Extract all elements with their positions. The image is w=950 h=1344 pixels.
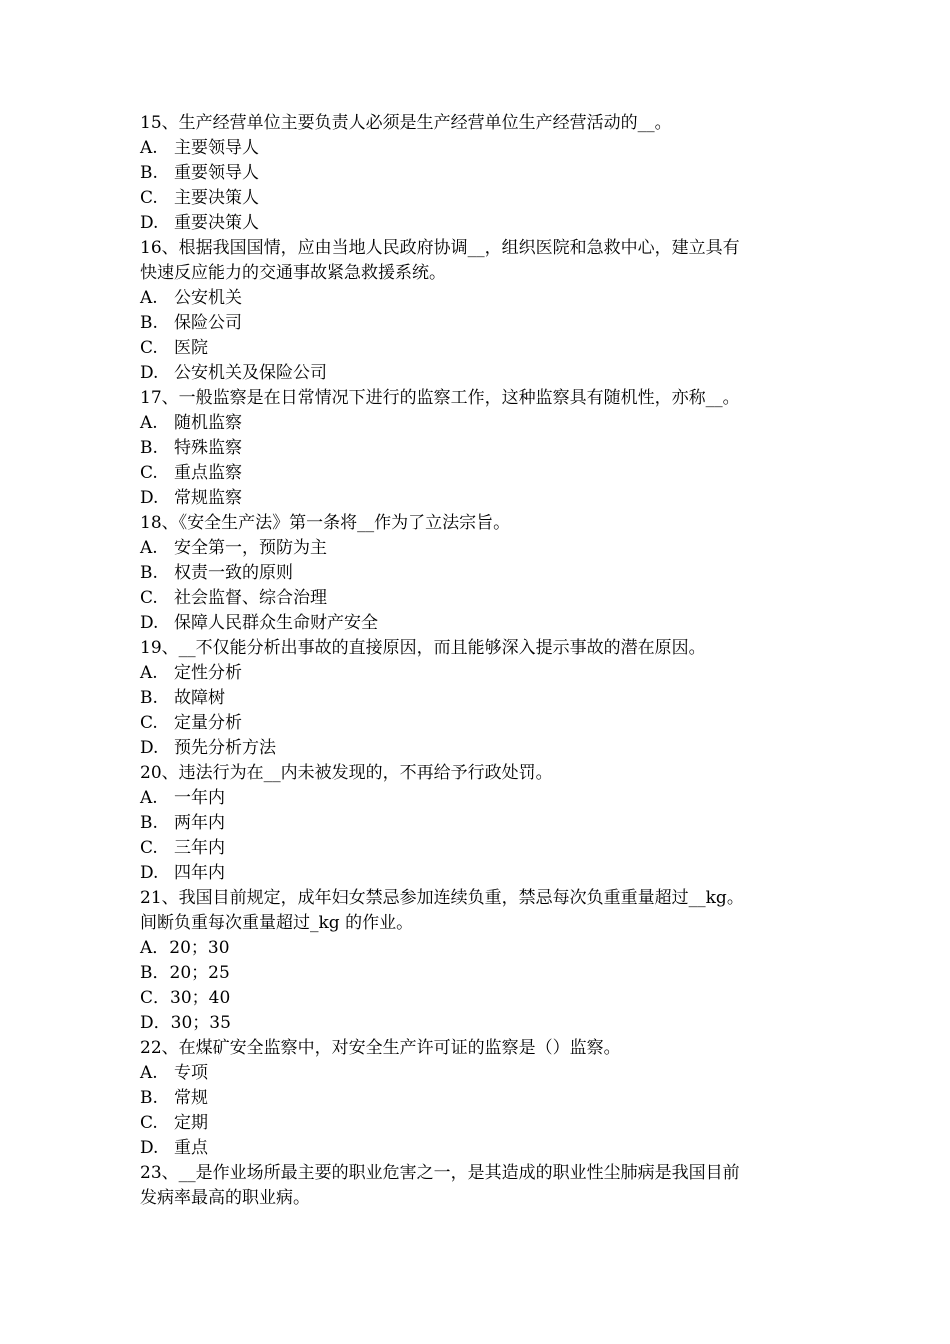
question-block — [140, 1161, 820, 1211]
option-text: 30；40 — [170, 988, 231, 1008]
answer-option — [140, 486, 820, 511]
question-block — [140, 236, 820, 386]
option-text: 定期 — [174, 1113, 208, 1133]
option-text: 重要领导人 — [174, 163, 259, 183]
option-text: 定性分析 — [174, 663, 242, 683]
option-text: 主要领导人 — [174, 138, 259, 158]
answer-option — [140, 361, 820, 386]
answer-option — [140, 811, 820, 836]
option-text: 保障人民群众生命财产安全 — [174, 613, 378, 633]
option-letter: A. — [140, 413, 158, 433]
question-text: 21、我国目前规定，成年妇女禁忌参加连续负重，禁忌每次负重重量超过__kg。 — [140, 888, 744, 908]
option-letter: C. — [140, 1113, 158, 1133]
answer-option — [140, 936, 820, 961]
option-text: 两年内 — [174, 813, 225, 833]
question-text: 发病率最高的职业病。 — [140, 1188, 310, 1208]
option-letter: B. — [140, 163, 158, 183]
option-text: 主要决策人 — [174, 188, 259, 208]
option-letter: B. — [140, 813, 158, 833]
option-text: 重点 — [174, 1138, 208, 1158]
option-letter: C. — [140, 463, 158, 483]
question-block — [140, 386, 820, 511]
option-letter: D. — [140, 738, 159, 758]
question-text: 18、《安全生产法》第一条将__作为了立法宗旨。 — [140, 513, 511, 533]
option-letter: C. — [140, 838, 158, 858]
option-letter: C. — [140, 338, 158, 358]
answer-option — [140, 136, 820, 161]
answer-option — [140, 836, 820, 861]
option-letter: D. — [140, 613, 159, 633]
answer-option — [140, 1061, 820, 1086]
answer-option — [140, 311, 820, 336]
answer-option — [140, 711, 820, 736]
question-block — [140, 511, 820, 636]
answer-option — [140, 861, 820, 886]
option-text: 随机监察 — [174, 413, 242, 433]
answer-option — [140, 536, 820, 561]
option-letter: B． — [140, 963, 170, 983]
question-text: 22、在煤矿安全监察中，对安全生产许可证的监察是（）监察。 — [140, 1038, 621, 1058]
question-text: 快速反应能力的交通事故紧急救援系统。 — [140, 263, 446, 283]
question-text: 19、__不仅能分析出事故的直接原因，而且能够深入提示事故的潜在原因。 — [140, 638, 706, 658]
question-text: 15、生产经营单位主要负责人必须是生产经营单位生产经营活动的__。 — [140, 113, 672, 133]
option-text: 公安机关及保险公司 — [174, 363, 327, 383]
answer-option — [140, 686, 820, 711]
answer-option — [140, 586, 820, 611]
option-text: 20；25 — [169, 963, 230, 983]
question-text: 20、违法行为在__内未被发现的，不再给予行政处罚。 — [140, 763, 553, 783]
option-letter: A. — [140, 663, 158, 683]
option-text: 特殊监察 — [174, 438, 242, 458]
option-text: 权责一致的原则 — [174, 563, 293, 583]
option-text: 预先分析方法 — [174, 738, 276, 758]
answer-option — [140, 286, 820, 311]
option-text: 定量分析 — [174, 713, 242, 733]
option-text: 常规监察 — [174, 488, 242, 508]
option-letter: B. — [140, 438, 158, 458]
option-text: 社会监督、综合治理 — [174, 588, 327, 608]
answer-option — [140, 186, 820, 211]
answer-option — [140, 336, 820, 361]
option-letter: B. — [140, 563, 158, 583]
option-text: 三年内 — [174, 838, 225, 858]
answer-option — [140, 736, 820, 761]
option-letter: A. — [140, 538, 158, 558]
option-letter: A. — [140, 288, 158, 308]
option-text: 常规 — [174, 1088, 208, 1108]
option-text: 重点监察 — [174, 463, 242, 483]
answer-option — [140, 986, 820, 1011]
option-text: 20；30 — [169, 938, 230, 958]
answer-option — [140, 436, 820, 461]
answer-option — [140, 661, 820, 686]
option-text: 安全第一，预防为主 — [174, 538, 327, 558]
answer-option — [140, 1111, 820, 1136]
answer-option — [140, 786, 820, 811]
question-block — [140, 886, 820, 1036]
answer-option — [140, 461, 820, 486]
question-text: 23、__是作业场所最主要的职业危害之一，是其造成的职业性尘肺病是我国目前 — [140, 1163, 740, 1183]
option-text: 30；35 — [170, 1013, 231, 1033]
answer-option — [140, 411, 820, 436]
answer-option — [140, 211, 820, 236]
answer-option — [140, 1136, 820, 1161]
answer-option — [140, 611, 820, 636]
question-text: 间断负重每次重量超过_kg 的作业。 — [140, 913, 414, 933]
option-letter: B. — [140, 688, 158, 708]
option-letter: A． — [140, 938, 170, 958]
option-letter: B. — [140, 1088, 158, 1108]
option-letter: C. — [140, 713, 158, 733]
option-text: 重要决策人 — [174, 213, 259, 233]
option-letter: D. — [140, 1138, 159, 1158]
option-letter: D. — [140, 213, 159, 233]
answer-option — [140, 1086, 820, 1111]
answer-option — [140, 161, 820, 186]
option-letter: C. — [140, 188, 158, 208]
option-letter: D. — [140, 488, 159, 508]
answer-option — [140, 1011, 820, 1036]
option-text: 故障树 — [174, 688, 225, 708]
option-letter: D． — [140, 1013, 171, 1033]
question-list — [140, 111, 820, 1211]
answer-option — [140, 561, 820, 586]
option-letter: A. — [140, 138, 158, 158]
option-letter: A. — [140, 1063, 158, 1083]
option-letter: B. — [140, 313, 158, 333]
option-text: 一年内 — [174, 788, 225, 808]
option-letter: C. — [140, 588, 158, 608]
option-text: 专项 — [174, 1063, 208, 1083]
option-text: 公安机关 — [174, 288, 242, 308]
question-block — [140, 636, 820, 761]
question-block — [140, 761, 820, 886]
question-text: 17、一般监察是在日常情况下进行的监察工作，这种监察具有随机性，亦称__。 — [140, 388, 740, 408]
question-text: 16、根据我国国情，应由当地人民政府协调__，组织医院和急救中心，建立具有 — [140, 238, 740, 258]
option-text: 医院 — [174, 338, 208, 358]
option-text: 四年内 — [174, 863, 225, 883]
option-letter: A. — [140, 788, 158, 808]
question-block — [140, 111, 820, 236]
option-letter: D. — [140, 363, 159, 383]
option-text: 保险公司 — [174, 313, 242, 333]
option-letter: C． — [140, 988, 171, 1008]
answer-option — [140, 961, 820, 986]
option-letter: D. — [140, 863, 159, 883]
question-block — [140, 1036, 820, 1161]
